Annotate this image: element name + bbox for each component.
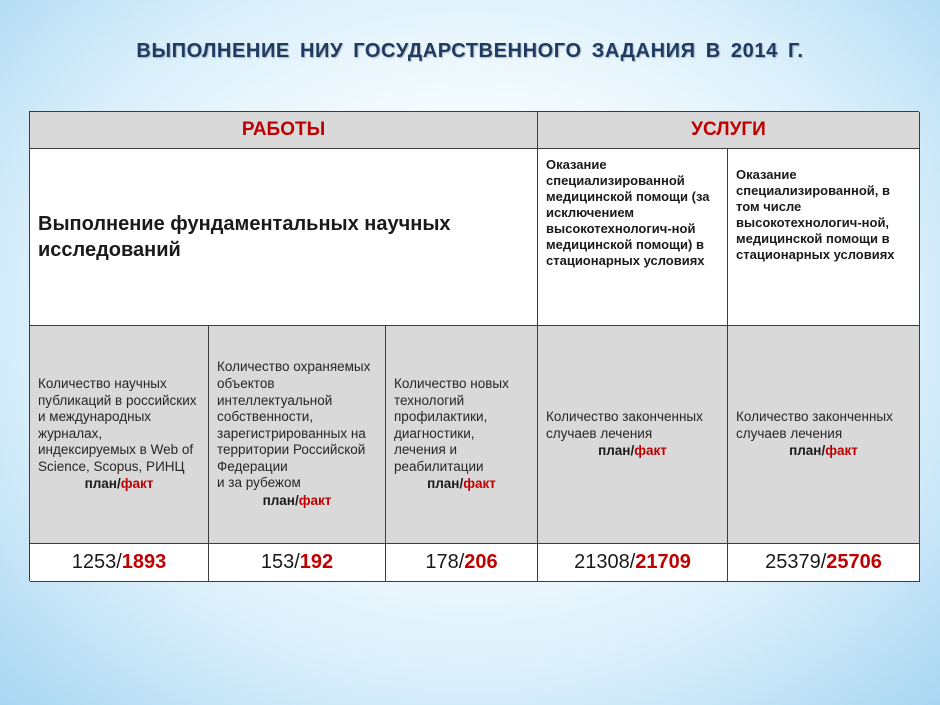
indicator-cases-1 xyxy=(538,326,728,544)
plan-fact-separator: / xyxy=(116,476,121,492)
value-separator: / xyxy=(294,551,300,573)
plan-fact-label xyxy=(217,493,377,510)
indicator-text: Количество новых технологий профилактики, диагностики, лечения и реабилитации xyxy=(394,375,509,474)
plan-value: 25379 xyxy=(765,551,821,573)
indicator-ip-objects xyxy=(209,326,386,544)
fact-value: 25706 xyxy=(826,551,882,573)
plan-value: 21308 xyxy=(574,551,630,573)
value-ip-objects xyxy=(209,544,386,582)
plan-value: 178 xyxy=(425,551,459,573)
value-cases-2 xyxy=(728,544,920,582)
indicator-text: Количество охраняемых объектов интеллектуальной собственности, зарегистрированных на территории Российской Федерации и за рубежом xyxy=(217,359,371,491)
fact-label: факт xyxy=(298,493,332,509)
plan-fact-separator: / xyxy=(821,443,826,459)
value-separator: / xyxy=(820,551,827,573)
plan-fact-separator: / xyxy=(459,476,464,492)
works-title: Выполнение фундаментальных научных исследований xyxy=(30,149,538,326)
plan-label: план xyxy=(427,476,460,492)
plan-fact-label xyxy=(394,476,529,493)
indicator-cases-2 xyxy=(728,326,920,544)
plan-fact-separator: / xyxy=(630,443,635,459)
state-task-table xyxy=(29,111,919,581)
fact-label: факт xyxy=(120,476,154,492)
plan-value: 1253 xyxy=(71,551,117,573)
indicator-text: Количество научных публикаций в российских и международных журналах, индексируемых в Web of Science, Scopus, РИНЦ xyxy=(38,375,197,474)
value-separator: / xyxy=(458,551,465,573)
fact-label: факт xyxy=(825,443,858,459)
fact-label: факт xyxy=(463,476,496,492)
plan-fact-separator: / xyxy=(294,493,299,509)
plan-label: план xyxy=(789,443,822,459)
value-separator: / xyxy=(629,551,636,573)
plan-label: план xyxy=(598,443,631,459)
service-title-1: Оказание специализированной медицинской помощи (за исключением высокотехнологич-ной медицинской помощи) в стационарных условиях xyxy=(538,149,728,326)
plan-label: план xyxy=(84,476,117,492)
fact-value: 192 xyxy=(299,551,334,573)
fact-value: 21709 xyxy=(635,551,691,573)
indicator-text: Количество законченных случаев лечения xyxy=(546,409,703,441)
fact-value: 1893 xyxy=(121,551,167,573)
slide-title: ВЫПОЛНЕНИЕ НИУ ГОСУДАРСТВЕННОГО ЗАДАНИЯ В 2014 Г. xyxy=(136,40,804,62)
plan-fact-label xyxy=(736,443,911,460)
indicator-technologies xyxy=(386,326,538,544)
value-publications xyxy=(30,544,209,582)
service-title-2: Оказание специализированной, в том числе высокотехнологич-ной, медицинской помощи в стационарных условиях xyxy=(728,149,920,326)
works-header: РАБОТЫ xyxy=(30,112,538,149)
services-header: УСЛУГИ xyxy=(538,112,920,149)
plan-fact-label xyxy=(38,476,200,493)
value-cases-1 xyxy=(538,544,728,582)
indicator-publications xyxy=(30,326,209,544)
plan-fact-label xyxy=(546,443,719,460)
value-technologies xyxy=(386,544,538,582)
fact-label: факт xyxy=(634,443,667,459)
value-separator: / xyxy=(116,551,122,573)
plan-value: 153 xyxy=(260,551,295,573)
indicator-text: Количество законченных случаев лечения xyxy=(736,409,893,441)
fact-value: 206 xyxy=(464,551,498,573)
plan-label: план xyxy=(262,493,295,509)
